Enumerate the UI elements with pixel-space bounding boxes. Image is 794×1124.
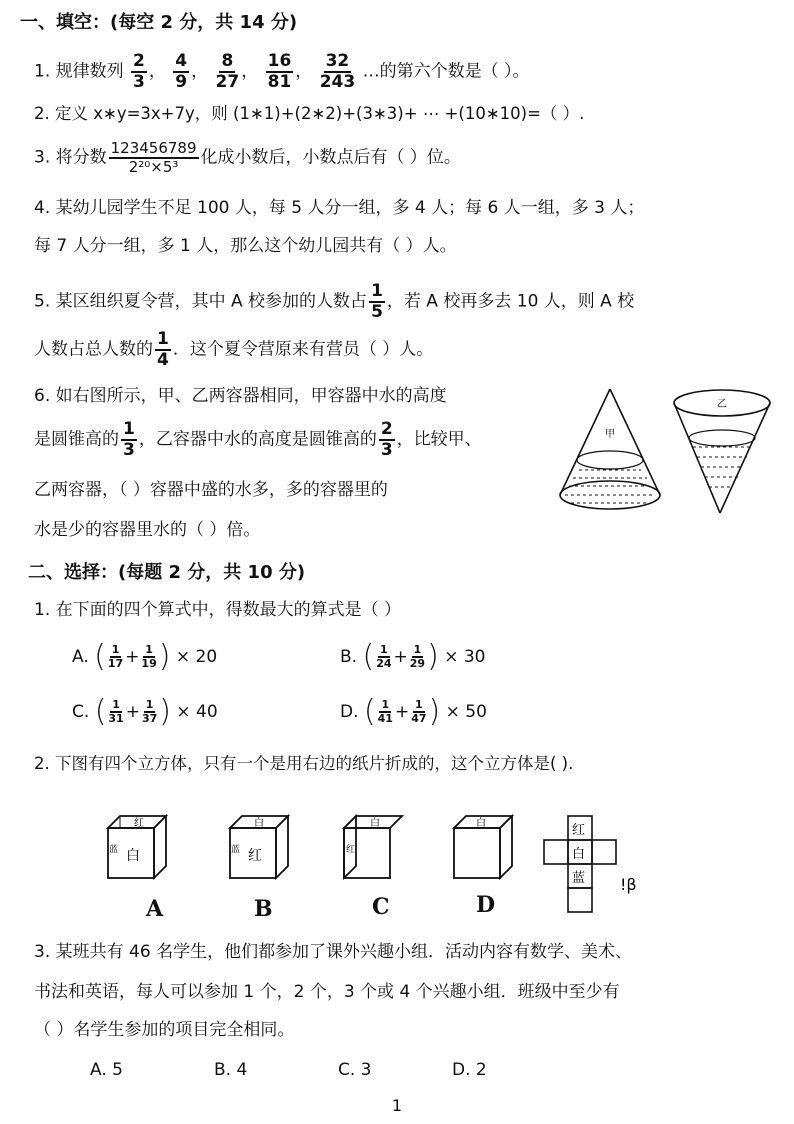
page-number: 1 xyxy=(391,1096,403,1115)
question-2-1: 1. 在下面的四个算式中，得数最大的算式是（ ） xyxy=(34,600,402,620)
question-1-6d: 水是少的容器里水的（ ）倍。 xyxy=(34,520,261,540)
net-face-blue: 蓝 xyxy=(572,871,586,886)
question-1-6a: 6. 如右图所示，甲、乙两容器相同，甲容器中水的高度 xyxy=(34,386,447,406)
question-2-3b: 书法和英语，每人可以参加 1 个，2 个，3 个或 4 个兴趣小组．班级中至少有 xyxy=(34,982,620,1002)
q3-option-b: B. 4 xyxy=(214,1060,248,1080)
q3-option-a: A. 5 xyxy=(90,1060,123,1080)
cube-label-c: C xyxy=(372,894,390,920)
question-1-6c: 乙两容器，（ ）容器中盛的水多，多的容器里的 xyxy=(34,480,388,500)
net-face-red: 红 xyxy=(572,823,586,838)
cube-c-top: 白 xyxy=(370,818,380,829)
question-2-3a: 3. 某班共有 46 名学生，他们都参加了课外兴趣小组．活动内容有数学、美术、 xyxy=(34,942,633,962)
question-2-2: 2. 下图有四个立方体，只有一个是用右边的纸片折成的，这个立方体是( ). xyxy=(34,754,574,773)
cube-b-top: 白 xyxy=(254,818,264,829)
fraction-2: $\frac{4}{9}$ xyxy=(175,51,188,92)
cube-c-left: 红 xyxy=(346,845,356,855)
question-1-4b: 每 7 人分一组，多 1 人，那么这个幼儿园共有（ ）人。 xyxy=(34,236,457,256)
option-b: B. ( $\frac{1}{24}$ + $\frac{1}{29}$ ) × 30 xyxy=(340,639,486,674)
fraction-4: $\frac{16}{81}$ xyxy=(267,51,292,92)
cone-yi xyxy=(674,390,770,513)
fraction-big: $\frac{123456789}{\text{2²⁰×5³}}$ xyxy=(110,139,197,176)
fraction-1: $\frac{2}{3}$ xyxy=(133,51,145,92)
cube-label-a: A xyxy=(146,896,164,922)
cube-label-d: D xyxy=(476,892,496,918)
fraction-3: $\frac{8}{27}$ xyxy=(215,51,240,92)
question-1-1: 1. 规律数列 $\frac{2}{3}$ ， $\frac{4}{9}$ ， $\frac{8}{27}$ ， $\frac{16}{81}$ ， $\frac{32}{243}$ …的第六个数是（ ）。 xyxy=(34,51,530,92)
question-1-5a: 5. 某区组织夏令营，其中 A 校参加的人数占 $\frac{1}{5}$ ，若 A 校再多去 10 人，则 A 校 xyxy=(34,281,635,322)
cube-a-front: 白 xyxy=(126,848,140,864)
section1-title: 一、填空：(每空 2 分，共 14 分) xyxy=(20,12,298,33)
net-face-white: 白 xyxy=(572,847,586,862)
question-1-3: 3. 将分数 $\frac{123456789}{\text{2²⁰×5³}}$ 化成小数后，小数点后有（ ）位。 xyxy=(34,139,461,176)
q3-option-c: C. 3 xyxy=(338,1060,372,1080)
cone-label-yi: 乙 xyxy=(717,399,727,410)
question-1-5b: 人数占总人数的 $\frac{1}{4}$ ．这个夏令营原来有营员（ ）人。 xyxy=(34,329,434,370)
cone-jia xyxy=(560,389,660,509)
cones-figure xyxy=(555,385,780,520)
cone-label-jia: 甲 xyxy=(605,429,615,440)
question-1-2: 2. 定义 x∗y=3x+7y，则 (1∗1)+(2∗2)+(3∗3)+ ⋯ +(10∗10)=（ ）. xyxy=(34,104,585,123)
option-d: D. ( $\frac{1}{41}$ + $\frac{1}{47}$ ) × 50 xyxy=(340,694,487,729)
cube-d-top: 白 xyxy=(476,818,486,829)
section2-title: 二、选择：(每题 2 分，共 10 分) xyxy=(28,562,306,583)
cube-label-b: B xyxy=(254,896,273,922)
cube-a-left: 蓝 xyxy=(109,845,119,855)
fraction-5: $\frac{32}{243}$ xyxy=(319,51,356,92)
option-a: A. ( $\frac{1}{17}$ + $\frac{1}{19}$ ) × 20 xyxy=(72,639,218,674)
q1-suffix: …的第六个数是（ ）。 xyxy=(362,61,530,82)
question-1-6b: 是圆锥高的 $\frac{1}{3}$ ，乙容器中水的高度是圆锥高的 $\frac{2}{3}$ ，比较甲、 xyxy=(34,419,482,460)
cube-b-left: 蓝 xyxy=(231,845,241,855)
cube-a-top: 红 xyxy=(134,818,144,829)
q1-prefix: 1. 规律数列 xyxy=(34,61,124,82)
cube-b-front: 红 xyxy=(248,848,262,864)
net-note: !β xyxy=(620,875,637,894)
option-c: C. ( $\frac{1}{31}$ + $\frac{1}{37}$ ) × 40 xyxy=(72,694,218,729)
question-2-3c: （ ）名学生参加的项目完全相同。 xyxy=(34,1020,295,1040)
q3-option-d: D. 2 xyxy=(452,1060,487,1080)
question-1-4a: 4. 某幼儿园学生不足 100 人，每 5 人分一组，多 4 人；每 6 人一组，多 3 人； xyxy=(34,198,645,218)
